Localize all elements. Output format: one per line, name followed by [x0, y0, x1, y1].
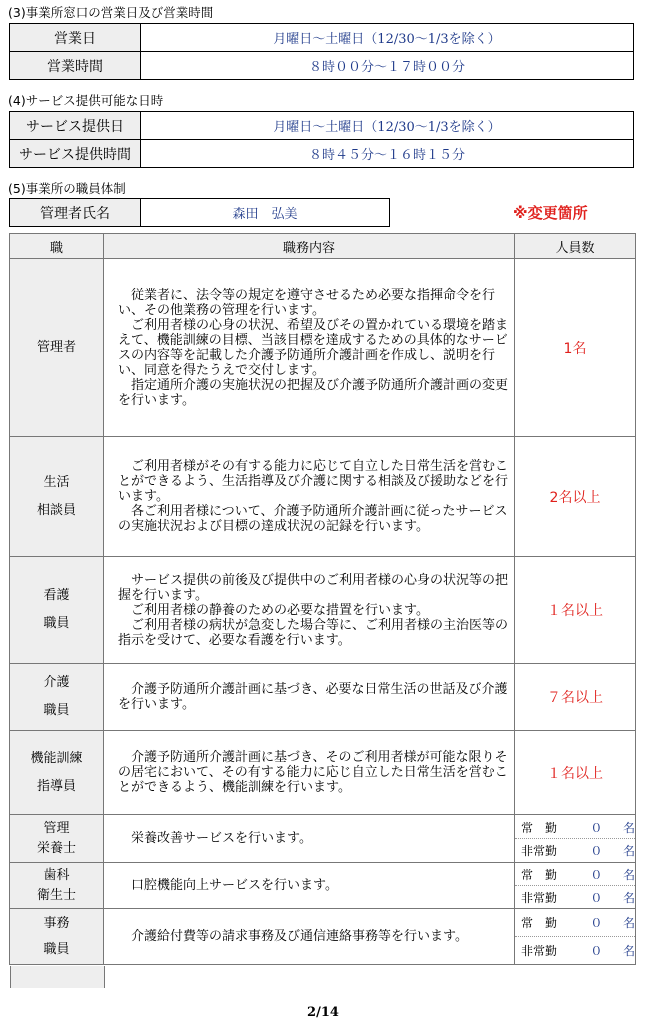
table-row	[10, 557, 636, 664]
unit: 名	[622, 820, 635, 835]
manager-name-table	[9, 198, 390, 227]
role-name: 職員	[43, 703, 70, 718]
full-time-label: 常 勤	[521, 916, 558, 930]
duty-cell: 従業者に、法令等の規定を遵守させるため必要な指揮命令を行い、その他業務の管理を行います。 ご利用者様の心身の状況、希望及びその置かれている環境を踏まえて、機能訓練の目標、当該目標を達成するための具体的なサービスの内容等を記載した介護予防通所介護計画を作成し、説明を行い、同意を得たうえで交付します。 指定通所介護の実施状況の把握及び介護予防通所介護計画の変更を行います。	[104, 259, 515, 437]
change-note: ※変更箇所	[513, 204, 588, 222]
count-header: 人員数	[515, 234, 636, 259]
role-name: 栄養士	[36, 840, 76, 856]
role-cell	[10, 863, 104, 909]
full-time-label: 常 勤	[521, 867, 558, 882]
role-cell	[10, 909, 104, 965]
trailing-role-cell	[10, 966, 105, 988]
role-cell	[10, 815, 104, 863]
table-row	[10, 259, 636, 437]
count-split-cell	[515, 909, 636, 965]
business-days-value: 月曜日～土曜日（12/30～1/3を除く）	[141, 24, 634, 52]
full-time-count: ０	[590, 916, 603, 930]
role-cell	[10, 437, 104, 557]
unit: 名	[622, 890, 635, 905]
business-hours-table	[9, 23, 634, 80]
role-cell	[10, 731, 104, 815]
service-days-label: サービス提供日	[10, 112, 141, 140]
service-days-value: 月曜日～土曜日（12/30～1/3を除く）	[141, 112, 634, 140]
table-row	[10, 437, 636, 557]
table-row	[10, 909, 636, 965]
role-name: 歯科	[43, 867, 70, 883]
section-3-heading: (3)事業所窓口の営業日及び営業時間	[8, 5, 214, 20]
duty-cell: 口腔機能向上サービスを行います。	[104, 863, 515, 909]
unit: 名	[622, 944, 635, 958]
full-time-count: ０	[590, 820, 603, 835]
role-name: 指導員	[36, 778, 76, 794]
role-name: 機能訓練	[30, 750, 83, 766]
section-4-heading: (4)サービス提供可能な日時	[8, 93, 164, 108]
count-cell: １名以上	[515, 557, 636, 664]
staff-table	[9, 233, 636, 965]
part-time-count: ０	[590, 890, 603, 905]
duty-cell: サービス提供の前後及び提供中のご利用者様の心身の状況等の把握を行います。 ご利用者様の静養のための必要な措置を行います。 ご利用者様の病状が急変した場合等に、ご利用者様の主治医等の指示を受けて、必要な看護を行います。	[104, 557, 515, 664]
count-split-cell	[515, 863, 636, 909]
role-name: 看護	[43, 588, 70, 603]
service-hours-value: ８時４５分～１６時１５分	[141, 140, 634, 168]
role-cell	[10, 557, 104, 664]
page-number: 2/14	[307, 1005, 339, 1020]
role-cell	[10, 259, 104, 437]
manager-name-value: 森田 弘美	[141, 199, 390, 227]
part-time-label: 非常勤	[521, 843, 558, 858]
section-5-heading: (5)事業所の職員体制	[8, 181, 126, 196]
duty-cell: 介護予防通所介護計画に基づき、そのご利用者様が可能な限りその居宅において、その有する能力に応じ自立した日常生活を営むことができるよう、機能訓練を行います。	[104, 731, 515, 815]
role-cell	[10, 664, 104, 731]
business-hours-value: ８時００分～１７時００分	[141, 52, 634, 80]
role-header: 職	[10, 234, 104, 259]
role-name: 管理	[43, 820, 70, 836]
table-row	[10, 731, 636, 815]
count-cell: ７名以上	[515, 664, 636, 731]
role-name: 事務	[43, 915, 70, 931]
full-time-label: 常 勤	[521, 820, 558, 835]
count-cell: １名以上	[515, 731, 636, 815]
role-name: 職員	[43, 941, 70, 957]
part-time-count: ０	[590, 944, 603, 958]
count-split-cell	[515, 815, 636, 863]
duty-cell: 介護給付費等の請求事務及び通信連絡事務等を行います。	[104, 909, 515, 965]
duty-cell: ご利用者様がその有する能力に応じて自立した日常生活を営むことができるよう、生活指導及び介護に関する相談及び援助などを行います。 各ご利用者様について、介護予防通所介護計画に従ったサービスの実施状況および目標の達成状況の記録を行います。	[104, 437, 515, 557]
role-name: 生活	[43, 474, 70, 490]
table-row	[10, 815, 636, 863]
duty-header: 職務内容	[104, 234, 515, 259]
role-name: 介護	[43, 675, 70, 690]
unit: 名	[622, 843, 635, 858]
manager-name-label: 管理者氏名	[10, 199, 141, 227]
duty-cell: 介護予防通所介護計画に基づき、必要な日常生活の世話及び介護を行います。	[104, 664, 515, 731]
role-name: 管理者	[36, 339, 76, 355]
unit: 名	[622, 867, 635, 882]
part-time-label: 非常勤	[521, 890, 558, 905]
role-name: 相談員	[36, 502, 76, 518]
role-name: 職員	[43, 616, 70, 631]
table-row	[10, 664, 636, 731]
table-row	[10, 863, 636, 909]
role-name: 衛生士	[36, 887, 76, 903]
full-time-count: ０	[590, 867, 603, 882]
part-time-count: ０	[590, 843, 603, 858]
part-time-label: 非常勤	[521, 944, 558, 958]
count-cell: 1名	[515, 259, 636, 437]
service-hours-table	[9, 111, 634, 168]
count-cell: 2名以上	[515, 437, 636, 557]
duty-cell: 栄養改善サービスを行います。	[104, 815, 515, 863]
business-days-label: 営業日	[10, 24, 141, 52]
business-hours-label: 営業時間	[10, 52, 141, 80]
unit: 名	[622, 916, 635, 930]
service-hours-label: サービス提供時間	[10, 140, 141, 168]
